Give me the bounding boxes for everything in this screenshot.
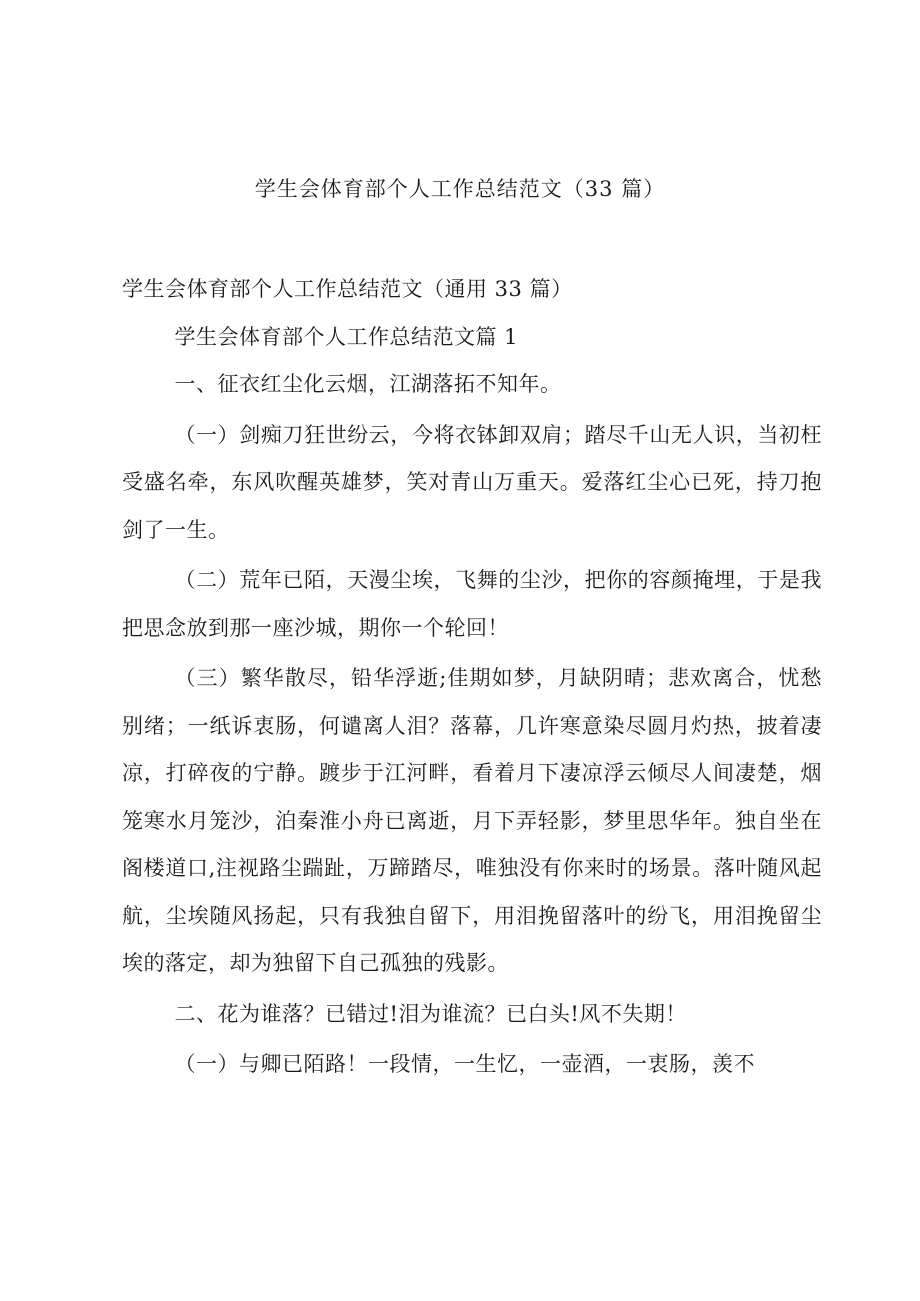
paragraph: （二）荒年已陌，天漫尘埃，飞舞的尘沙，把你的容颜掩埋，于是我把思念放到那一座沙城，期你一个轮回！ bbox=[122, 568, 822, 640]
document-body bbox=[122, 266, 822, 1089]
paragraph: （一）与卿已陌路！一段情，一生忆，一壶酒，一衷肠，羡不 bbox=[174, 1052, 755, 1076]
paragraph: （一）剑痴刀狂世纷云，今将衣钵卸双肩；踏尽千山无人识，当初枉受盛名牵，东风吹醒英雄梦，笑对青山万重天。爱落红尘心已死，持刀抱剑了一生。 bbox=[122, 422, 822, 542]
paragraph: （三）繁华散尽，铅华浮逝;佳期如梦，月缺阴晴；悲欢离合，忧愁别绪；一纸诉衷肠，何谴离人泪？落幕，几许寒意染尽圆月灼热，披着凄凉，打碎夜的宁静。踱步于江河畔，看着月下凄凉浮云倾尽人间凄楚，烟笼寒水月笼沙，泊秦淮小舟已离逝，月下弄轻影，梦里思华年。独自坐在阁楼道口,注视路尘踹趾，万蹄踏尽，唯独没有你来时的场景。落叶随风起航，尘埃随风扬起，只有我独自留下，用泪挽留落叶的纷飞，用泪挽留尘埃的落定，却为独留下自己孤独的残影。 bbox=[122, 666, 822, 975]
document-subtitle: 学生会体育部个人工作总结范文（通用 33 篇） bbox=[122, 277, 573, 301]
section-heading: 学生会体育部个人工作总结范文篇 1 bbox=[174, 324, 519, 349]
paragraph: 二、花为谁落？已错过!泪为谁流？已白头!风不失期！ bbox=[174, 1001, 687, 1026]
paragraph: 一、征衣红尘化云烟，江湖落拓不知年。 bbox=[174, 372, 562, 396]
document-title: 学生会体育部个人工作总结范文（33 篇） bbox=[254, 177, 666, 201]
